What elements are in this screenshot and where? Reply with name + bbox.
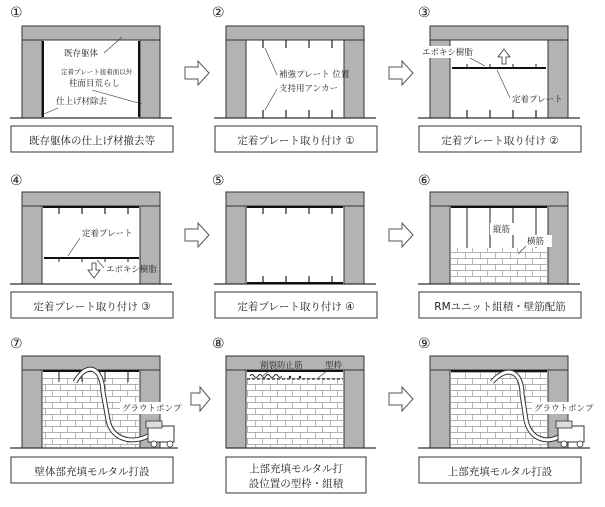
panel-2-label-support-anchor: 支持用アンカー <box>279 84 339 94</box>
panel-2-leader-top <box>265 48 277 75</box>
panel-8 <box>212 336 376 493</box>
panel-3-beam <box>430 26 568 40</box>
panel-6 <box>418 173 581 318</box>
panel-3-number: ③ <box>418 5 431 21</box>
panel-8-caption-line-1: 上部充填モルタル打 <box>248 463 344 475</box>
panel-2-label-plate-position: 補強プレート 位置 <box>279 70 350 80</box>
arrow-2-to-3-icon <box>389 61 413 85</box>
panel-9-number: ⑨ <box>418 336 431 352</box>
panel-5 <box>212 173 377 318</box>
panel-4-caption: 定着プレート取り付け ③ <box>33 301 151 313</box>
panel-8-label-anti-split-bar: 割裂防止筋 <box>260 361 303 371</box>
panel-3-right-column <box>548 40 568 118</box>
panel-3-label-plate: 定着プレート <box>512 95 563 105</box>
panel-1-label-existing-frame: 既存躯体 <box>64 49 99 59</box>
panel-1-leader-finish-removal <box>44 108 58 114</box>
panel-3 <box>418 5 581 152</box>
panel-4-label-epoxy: エポキシ樹脂 <box>106 265 157 275</box>
panel-1 <box>10 5 173 152</box>
panel-2-beam <box>226 26 364 40</box>
panel-4-label-plate: 定着プレート <box>82 229 133 239</box>
arrow-5-to-6-icon <box>389 223 413 247</box>
panel-4-beam <box>22 192 160 206</box>
panel-8-number: ⑧ <box>212 336 225 352</box>
panel-5-number: ⑤ <box>212 173 225 189</box>
panel-2-number: ② <box>212 5 225 21</box>
panel-3-leader-plate <box>497 70 510 98</box>
panel-6-rm-units <box>451 248 547 283</box>
panel-6-left-column <box>430 206 450 284</box>
panel-5-left-column <box>226 206 246 284</box>
panel-1-number: ① <box>10 5 23 21</box>
arrow-7-to-8-icon <box>191 387 210 411</box>
panel-8-anti-split-bar <box>250 375 282 378</box>
panel-3-label-epoxy: エポキシ樹脂 <box>422 48 473 58</box>
panel-6-caption: RMユニット組積・壁筋配筋 <box>434 301 566 313</box>
panel-9 <box>418 336 596 483</box>
panel-9-pump-wheel <box>561 441 567 447</box>
panel-5-caption: 定着プレート取り付け ④ <box>237 301 355 313</box>
panel-5-beam <box>226 192 364 206</box>
panel-1-left-column <box>22 40 42 118</box>
panel-2 <box>212 5 377 152</box>
panel-9-left-column <box>430 370 450 448</box>
panel-1-caption: 既存躯体の仕上げ材撤去等 <box>29 135 155 147</box>
panel-8-rm-units <box>247 378 343 447</box>
panel-2-left-column <box>226 40 246 118</box>
panel-4-left-column <box>22 206 42 284</box>
panel-6-label-vertical-bar: 縦筋 <box>493 225 511 235</box>
panel-8-label-formwork: 型枠 <box>325 361 343 371</box>
panel-9-pump-wheel <box>577 441 583 447</box>
panel-3-caption: 定着プレート取り付け ② <box>441 135 559 147</box>
panel-8-caption-line-2: 設位置の型枠・組積 <box>248 478 344 490</box>
panel-4-down-arrow-icon <box>88 263 100 278</box>
panel-4 <box>10 173 173 318</box>
panel-2-leader-bottom <box>265 89 277 110</box>
panel-3-up-arrow-icon <box>498 49 510 64</box>
panel-8-bar-dot <box>299 376 301 378</box>
panel-1-beam <box>22 26 160 40</box>
panel-9-beam <box>430 356 568 370</box>
panel-8-bar-dot <box>289 376 291 378</box>
arrow-1-to-2-icon <box>185 61 209 85</box>
panel-7-pump-hopper <box>146 421 162 428</box>
panel-7-left-column <box>22 370 42 448</box>
panel-9-pump-hopper <box>556 421 572 428</box>
panel-7-pump-wheel <box>151 441 157 447</box>
panel-6-label-horizontal-bar: 横筋 <box>527 237 545 247</box>
arrow-8-to-9-icon <box>389 387 413 411</box>
panel-9-label-grout-pump: グラウトポンプ <box>534 404 594 414</box>
panel-1-right-column <box>140 40 160 118</box>
panel-2-caption: 定着プレート取り付け ① <box>237 135 355 147</box>
panel-7 <box>10 336 184 483</box>
panel-4-leader-epoxy <box>97 260 104 268</box>
panel-1-label-finish-removal: 仕上げ材除去 <box>56 97 108 107</box>
panel-3-leader-epoxy <box>470 58 485 66</box>
panel-7-number: ⑦ <box>10 336 23 352</box>
panel-8-right-column <box>344 370 364 448</box>
panel-6-number: ⑥ <box>418 173 431 189</box>
panel-4-leader-plate <box>68 238 80 256</box>
panel-7-pump-wheel <box>167 441 173 447</box>
panel-5-right-column <box>344 206 364 284</box>
panel-9-caption: 上部充填モルタル打設 <box>447 466 553 478</box>
panel-7-caption: 壁体部充填モルタル打設 <box>34 466 150 478</box>
panel-1-label-plate-face: 定着プレート接着面以外 <box>61 68 133 76</box>
panel-1-label-roughening: 柱面目荒らし <box>69 79 121 89</box>
panel-6-beam <box>430 192 568 206</box>
arrow-4-to-5-icon <box>185 223 209 247</box>
panel-4-number: ④ <box>10 173 23 189</box>
panel-8-left-column <box>226 370 246 448</box>
panel-7-label-grout-pump: グラウトポンプ <box>122 404 182 414</box>
